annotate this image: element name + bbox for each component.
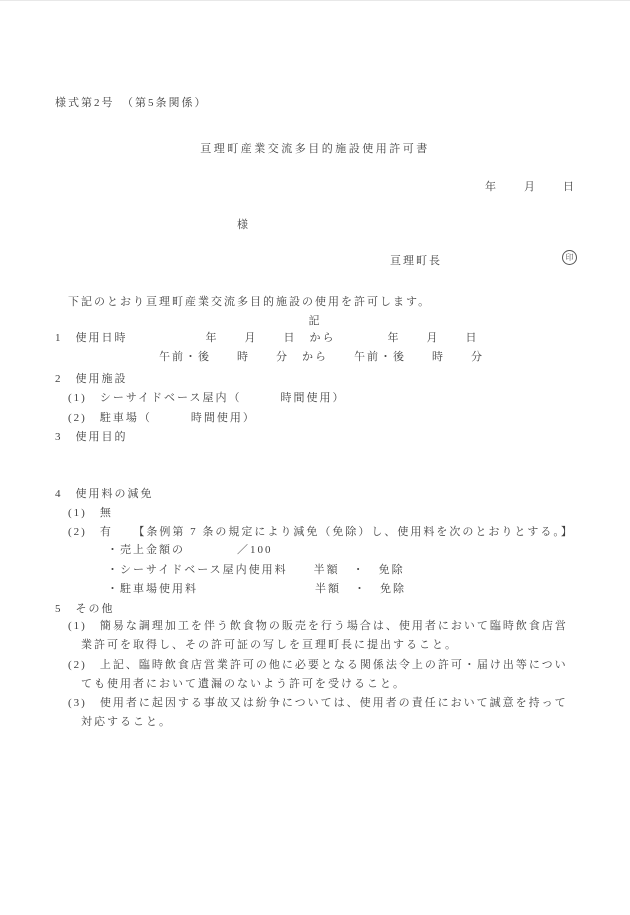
line-3-purpose: 3 使用目的: [55, 431, 128, 443]
line-2-1-seaside-base-indoor: (1) シーサイドベース屋内（ 時間使用）: [55, 392, 346, 404]
line-5-1-food-permit-a: (1) 簡易な調理加工を伴う飲食物の販売を行う場合は、使用者において臨時飲食店営: [55, 620, 568, 632]
line-5-2-legal-permits-a: (2) 上記、臨時飲食店営業許可の他に必要となる関係法令上の許可・届け出等につい: [55, 659, 568, 671]
addressee-suffix: 様: [237, 219, 250, 231]
line-1-usage-datetime: 1 使用日時 年 月 日 から 年 月 日: [55, 332, 479, 344]
line-4-fee-reduction: 4 使用料の減免: [55, 488, 154, 500]
line-4-bullet-sales-amount: ・売上金額の ／100: [55, 544, 273, 556]
line-4-1-none: (1) 無: [55, 507, 113, 519]
line-4-bullet-seaside-fee: ・シーサイドベース屋内使用料 半額 ・ 免除: [55, 564, 405, 576]
document-title: 亘理町産業交流多目的施設使用許可書: [200, 143, 430, 155]
line-5-1-food-permit-b: 業許可を取得し、その許可証の写しを亘理町長に提出すること。: [55, 639, 458, 651]
line-4-bullet-parking-fee: ・駐車場使用料 半額 ・ 免除: [55, 583, 406, 595]
issue-date-line: 年 月 日: [485, 181, 576, 193]
line-5-2-legal-permits-b: ても使用者において遺漏のないよう許可を受けること。: [55, 678, 406, 690]
line-1-usage-time: 午前・後 時 分 から 午前・後 時 分: [55, 351, 484, 363]
seal-mark: 印: [562, 250, 577, 265]
line-5-3-accidents-b: 対応すること。: [55, 716, 172, 728]
line-5-3-accidents-a: (3) 使用者に起因する事故又は紛争については、使用者の責任において誠意を持って: [55, 697, 568, 709]
intro-sentence: 下記のとおり亘理町産業交流多目的施設の使用を許可します。: [55, 296, 432, 308]
line-4-2-yes-clause: (2) 有 【条例第 7 条の規定により減免（免除）し、使用料を次のとおりとする。】: [55, 526, 574, 538]
issuer-mayor: 亘理町長: [390, 255, 442, 267]
line-5-others: 5 その他: [55, 603, 115, 615]
form-number: 様式第2号 （第5条関係）: [55, 97, 208, 109]
line-2-2-parking: (2) 駐車場（ 時間使用）: [55, 412, 256, 424]
line-2-facilities: 2 使用施設: [55, 373, 128, 385]
record-heading: 記: [308, 315, 322, 327]
